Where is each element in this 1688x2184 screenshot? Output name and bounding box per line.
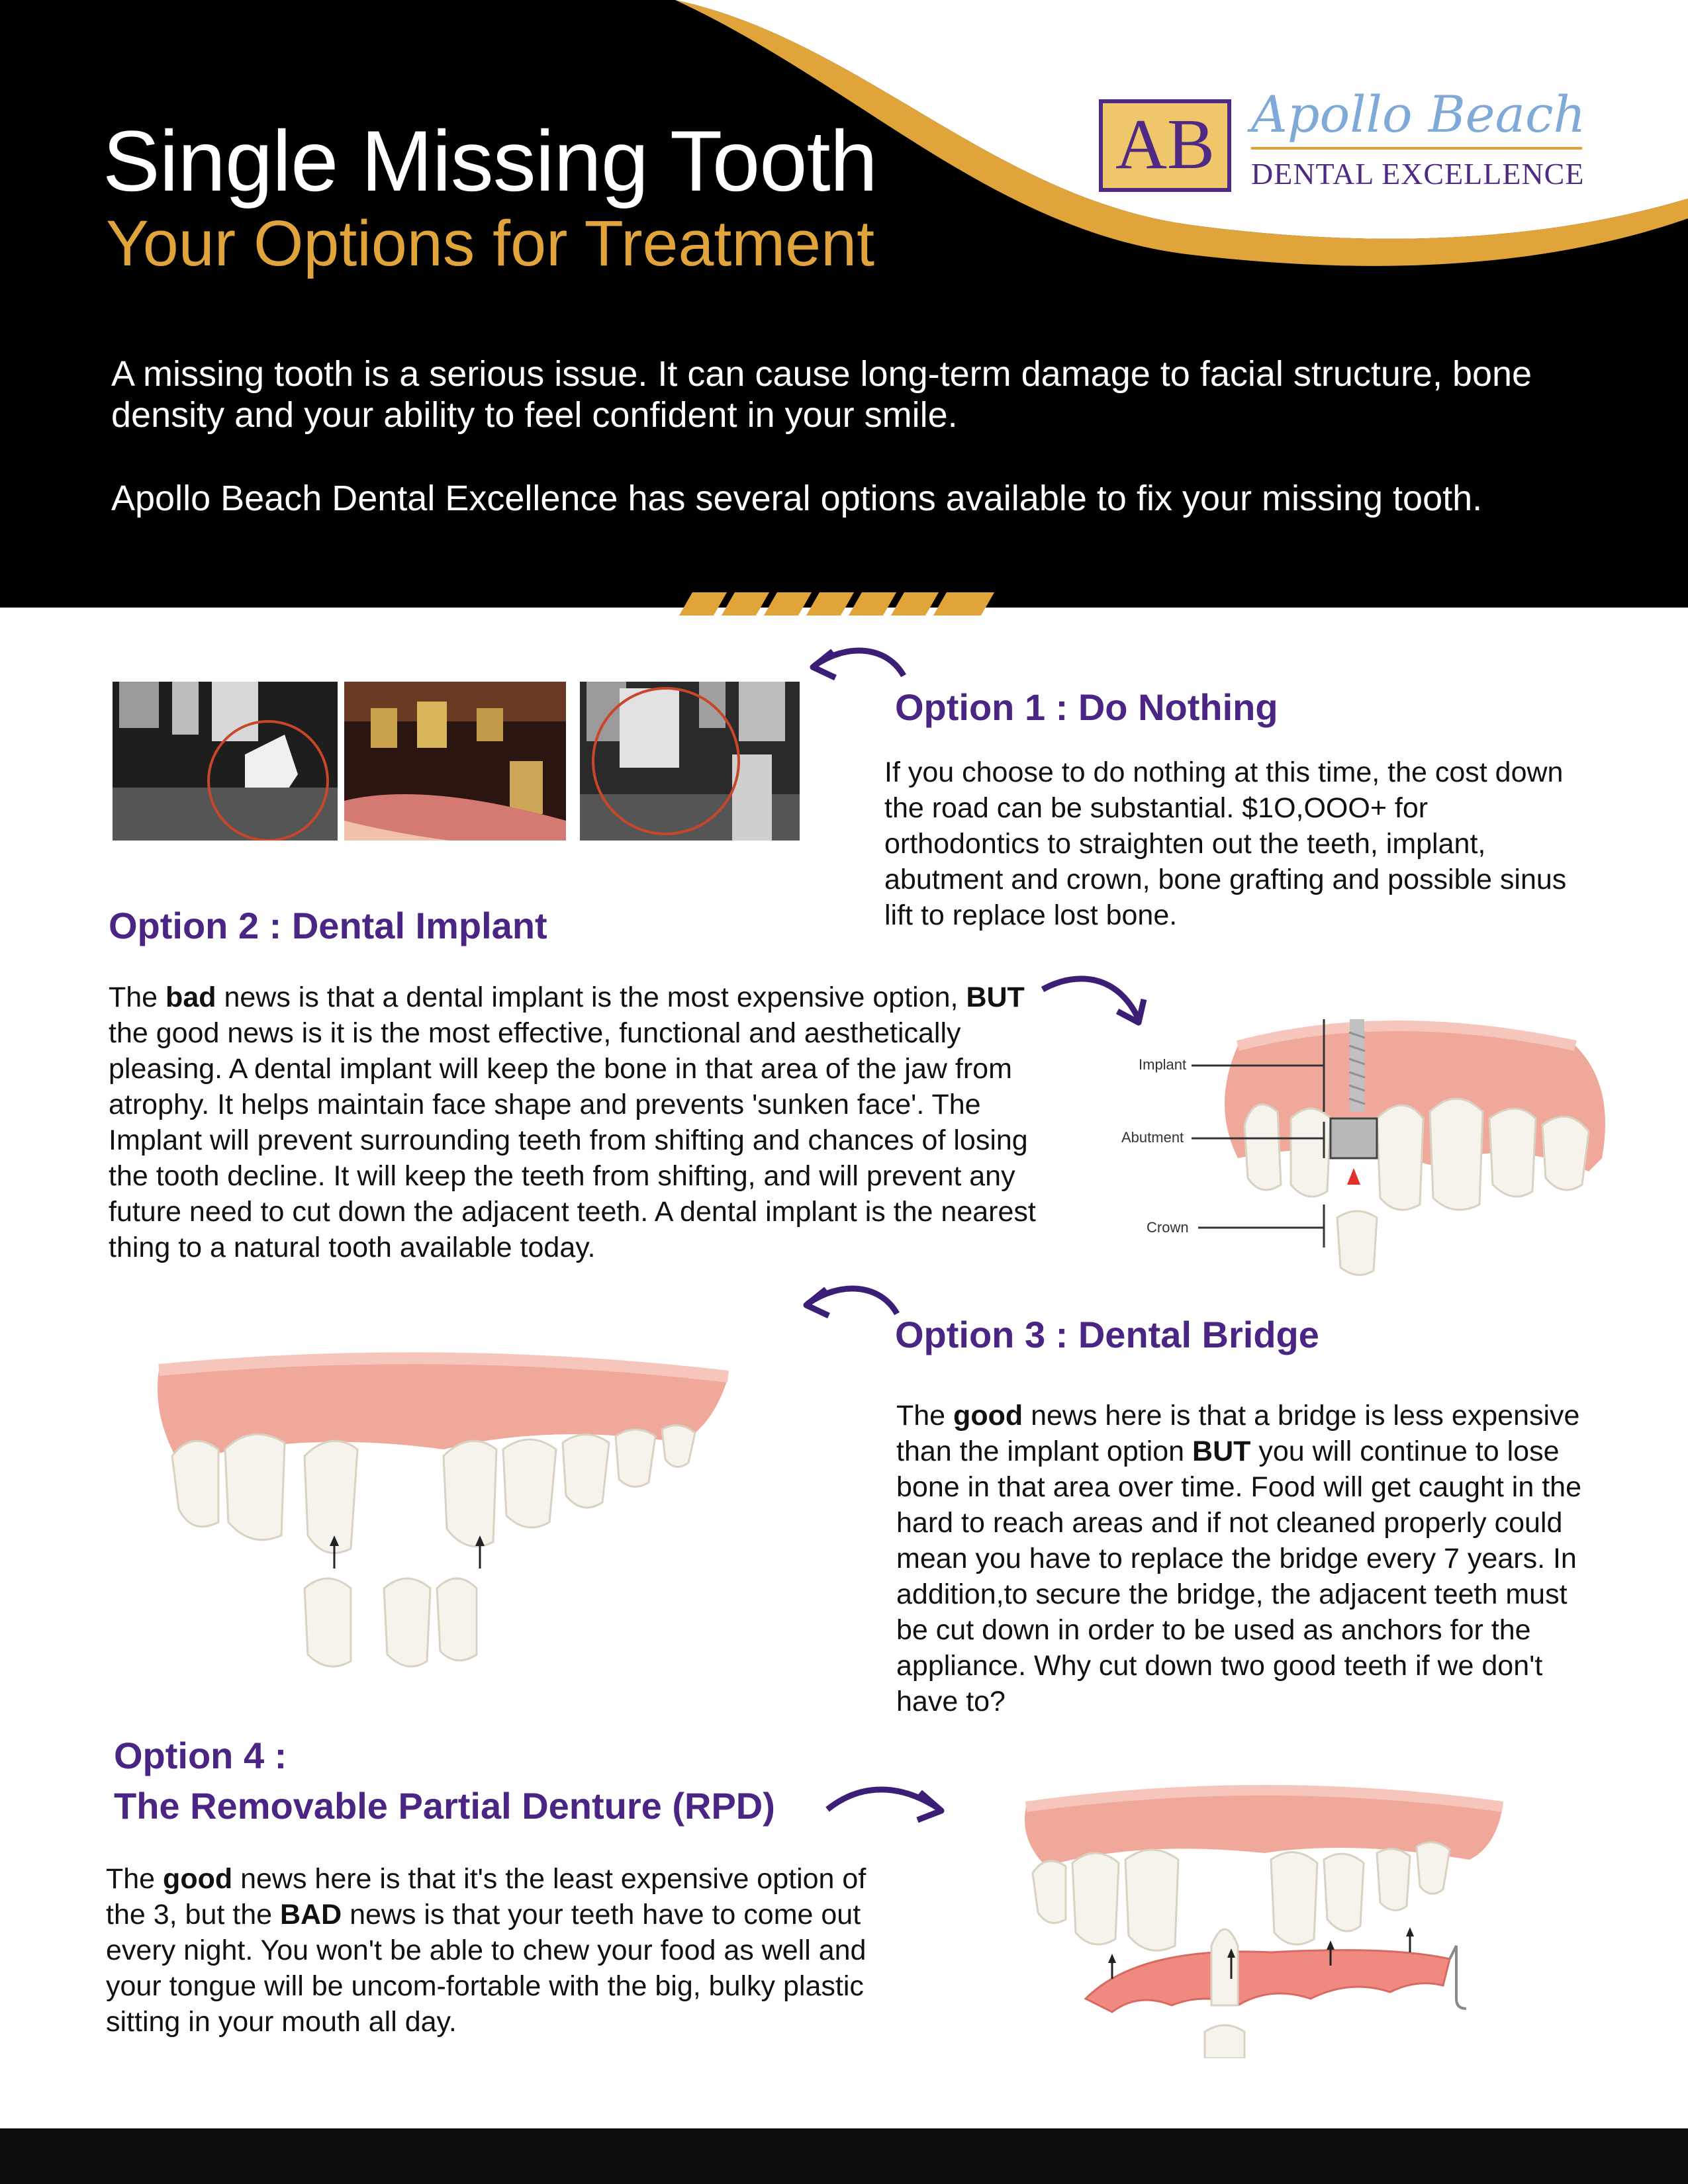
dental-bridge-diagram	[152, 1350, 735, 1681]
logo-subtitle: DENTAL EXCELLENCE	[1251, 157, 1585, 191]
option-4-body	[106, 1861, 867, 2040]
option-3-text-b: news here is that a bridge is less expensive than the implant option	[896, 1400, 1580, 1467]
footer-bar	[0, 2128, 1688, 2184]
partial-denture-diagram	[1019, 1780, 1509, 2058]
option-3-text-c: you will continue to lose bone in that area over time. Food will get caught in the hard to reach areas and if not cleaned properly could mean you have to replace the bridge every 7 years. In addition,to secure the bridge, the adjacent teeth must be cut down in order to be used as anchors for the appliance. Why cut down two good teeth if we don't have to?	[896, 1435, 1582, 1717]
option-2-emphasis-bad: bad	[165, 981, 216, 1013]
dental-implant-diagram	[1112, 1006, 1615, 1284]
option-4-emphasis-bad: BAD	[279, 1899, 342, 1931]
intro-paragraph-1: A missing tooth is a serious issue. It can cause long-term damage to facial structure, bone density and your ability to feel confident in your smile.	[111, 354, 1532, 435]
logo-script-name: Apollo Beach	[1251, 85, 1586, 144]
option-4-heading-line-1: Option 4 :	[114, 1735, 287, 1776]
option-4-text-c: news is that your teeth have to come out every night. You won't be able to chew your food as well and your tongue will be uncom-fortable with the big, bulky plastic sitting in your mouth all day.	[106, 1899, 867, 2038]
option-4-text-a: The	[106, 1863, 164, 1895]
gold-stripes	[675, 592, 1006, 619]
curved-arrow-icon	[788, 1277, 907, 1337]
option-3-emphasis-but: BUT	[1192, 1435, 1251, 1467]
option-2-text-a: The	[109, 981, 166, 1013]
xray-image-2	[580, 682, 800, 841]
option-2-text-c: the good news is it is the most effective, functional and aesthetically pleasing. A dental implant will keep the bone in that area of the jaw from atrophy. It helps maintain face shape and prevents 'sunken face'. The Implant will prevent surrounding teeth from shifting and chances of losing the tooth decline. It will keep the teeth from shifting, and will prevent any future need to cut down the adjacent teeth. A dental implant is the nearest thing to a natural tooth available today.	[109, 1017, 1036, 1263]
option-4-text-b: news here is that it's the least expensive option of the 3, but the	[106, 1863, 867, 1931]
option-2-body	[109, 979, 1049, 1265]
xray-image-1	[113, 682, 338, 841]
option-2-heading: Option 2 : Dental Implant	[109, 905, 547, 946]
option-4-heading-line-2: The Removable Partial Denture (RPD)	[114, 1785, 775, 1827]
mouth-photo	[344, 682, 566, 841]
option-3-text-a: The	[896, 1400, 954, 1432]
label-crown: Crown	[1147, 1219, 1189, 1236]
curved-arrow-icon	[821, 1776, 953, 1829]
option-3-emphasis-good: good	[953, 1400, 1023, 1432]
option-4-emphasis-good: good	[163, 1863, 233, 1895]
option-1-heading: Option 1 : Do Nothing	[895, 686, 1278, 728]
logo-divider	[1251, 147, 1582, 150]
option-1-body: If you choose to do nothing at this time, the cost down the road can be substantial. $1O,OOO+ for orthodontics to straighten out the teeth, implant, abutment and crown, bone grafting and possible sinus lift to replace lost bone.	[884, 756, 1567, 931]
option-3-body	[896, 1398, 1598, 1719]
intro-paragraph-2: Apollo Beach Dental Excellence has several options available to fix your missing tooth.	[111, 478, 1483, 518]
option-2-emphasis-but: BUT	[966, 981, 1025, 1013]
option-3-heading: Option 3 : Dental Bridge	[895, 1314, 1319, 1355]
option-2-text-b: news is that a dental implant is the most expensive option,	[216, 981, 966, 1013]
label-implant: Implant	[1139, 1056, 1187, 1073]
logo-monogram: AB	[1115, 105, 1215, 184]
brand-logo	[1099, 73, 1602, 205]
label-abutment: Abutment	[1121, 1129, 1184, 1146]
page-title: Single Missing Tooth	[103, 113, 877, 209]
page-subtitle: Your Options for Treatment	[106, 207, 875, 279]
